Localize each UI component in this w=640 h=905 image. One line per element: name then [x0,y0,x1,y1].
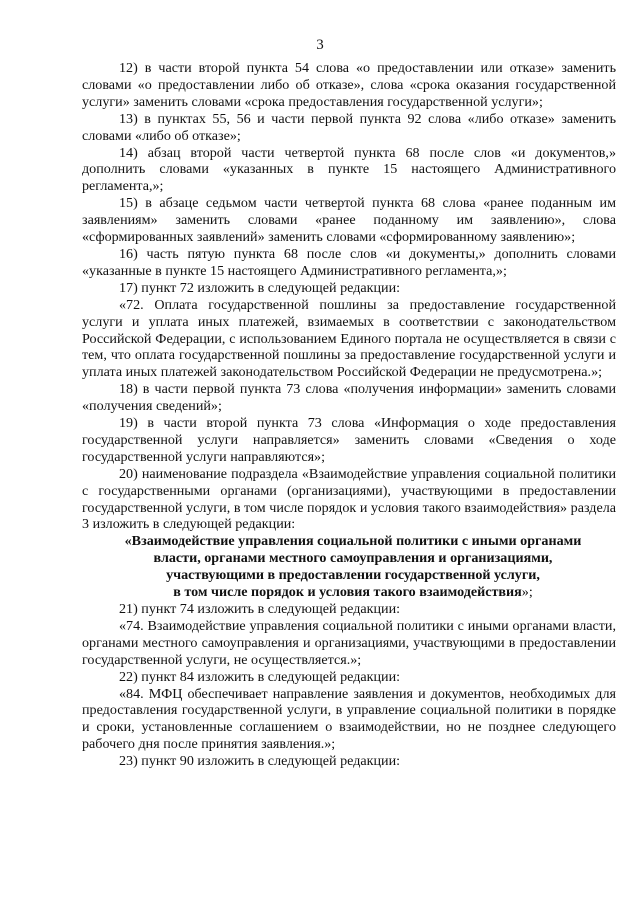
document-body [82,60,616,770]
subsection-heading-line [90,584,616,601]
page-number: 3 [316,37,324,53]
quoted-clause-84: «84. МФЦ обеспечивает направление заявления и документов, необходимых для предоставления государственной услуги, в управление социальной политики в порядке и сроки, установленные соглашением о взаимодействии, но не позднее следующего рабочего дня после принятия заявления.»; [82,685,616,753]
paragraph-item-20: 20) наименование подраздела «Взаимодействие управления социальной политики с государственными органами (организациями), участвующими в предоставлении государственной услуги, в том числе порядок и условия такого взаимодействия» раздела 3 изложить в следующей редакции: [82,465,616,533]
paragraph-item-18: 18) в части первой пункта 73 слова «получения информации» заменить словами «получения сведений»; [82,381,616,415]
subsection-heading-closing-quote: »; [521,584,533,601]
paragraph-item-23: 23) пункт 90 изложить в следующей редакции: [119,753,401,770]
paragraph-item-21: 21) пункт 74 изложить в следующей редакции: [119,601,401,617]
paragraph-item-16: 16) часть пятую пункта 68 после слов «и документы,» дополнить словами «указанные в пункте 15 настоящего Административного регламента,»; [82,245,616,279]
paragraph-item-17: 17) пункт 72 изложить в следующей редакции: [119,279,401,296]
paragraph-item-12: 12) в части второй пункта 54 слова «о предоставлении или отказе» заменить словами «о предоставлении либо об отказе», слова «срока оказания государственной услуги» заменить словами «срока предоставления государственной услуги»; [82,60,616,110]
quoted-clause-74: «74. Взаимодействие управления социальной политики с иными органами власти, органами местного самоуправления и организациями, участвующими в предоставлении государственной услуги, не осуществляется.»; [82,617,616,668]
paragraph-item-15: 15) в абзаце седьмом части четвертой пункта 68 слова «ранее поданным им заявлениям» заменить словами «ранее поданному им заявлению», слова «сформированных заявлений» заменить словами «сформированному заявлению»; [82,195,616,246]
paragraph-item-14: 14) абзац второй части четвертой пункта 68 после слов «и документов,» дополнить словами «указанных в пункте 15 настоящего Административного регламента,»; [82,144,616,195]
subsection-heading-line: власти, органами местного самоуправления и организациями, [153,550,553,567]
subsection-heading-line: участвующими в предоставлении государственной услуги, [166,567,540,584]
subsection-heading [82,533,616,601]
paragraph-item-22: 22) пункт 84 изложить в следующей редакции: [119,668,401,685]
quoted-clause-72: «72. Оплата государственной пошлины за предоставление государственной услуги и уплата иных платежей, взимаемых в соответствии с законодательством Российской Федерации, с использованием Единого портала не осуществляется в связи с тем, что оплата государственной пошлины за предоставление государственной услуги и уплата иных платежей законодательством Российской Федерации не предусмотрена.»; [82,296,616,381]
subsection-heading-last-text: в том числе порядок и условия такого взаимодействия [173,584,522,601]
paragraph-item-13: 13) в пунктах 55, 56 и части первой пункта 92 слова «либо отказе» заменить словами «либо об отказе»; [82,110,616,144]
subsection-heading-line: «Взаимодействие управления социальной политики с иными органами [124,533,582,550]
paragraph-item-19: 19) в части второй пункта 73 слова «Информация о ходе предоставления государственной услуги направляется» заменить словами «Сведения о ходе государственной услуги направляются»; [82,415,616,465]
